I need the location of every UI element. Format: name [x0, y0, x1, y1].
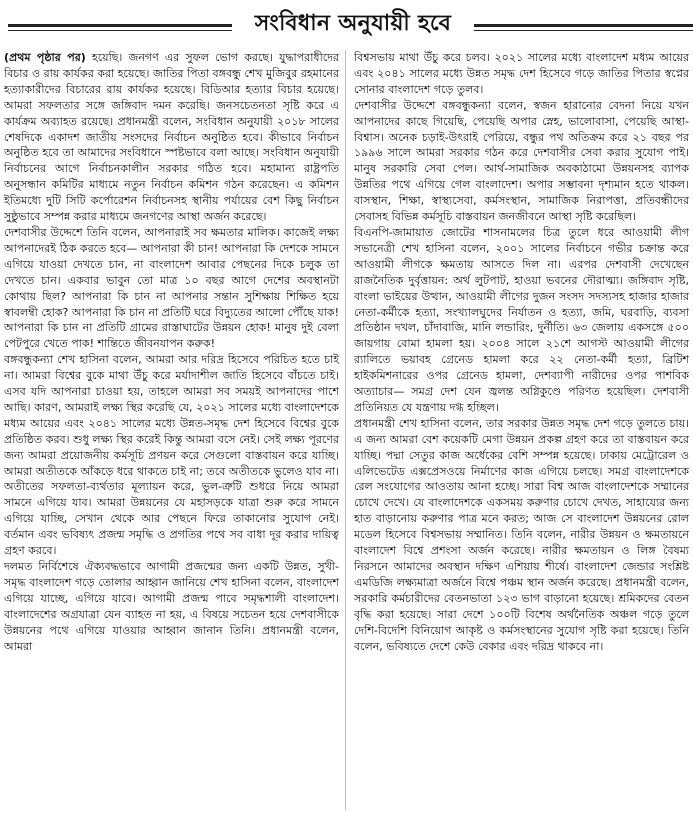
article-columns: [4, 50, 689, 810]
paragraph-text: হয়েছি। জনগণ এর সুফল ভোগ করছে। যুদ্ধাপরাধীদের বিচার ও রায় কার্যকর করা হয়েছে। জাতির পিতা বঙ্গবন্ধু শেখ মুজিবুর রহমানের হত্যাকারীদের বিচারের রায় কার্যকর হয়েছে। বিডিআর হত্যার বিচার হয়েছে। আমরা সফলতার সঙ্গে জঙ্গিবাদ দমন করেছি। জনসচেতনতা সৃষ্টি করে এ কার্যক্রম অব্যাহত রয়েছে। প্রধানমন্ত্রী বলেন, সংবিধান অনুযায়ী ২০১৮ সালের শেষদিকে একাদশ জাতীয় সংসদের নির্বাচন অনুষ্ঠিত হবে। কীভাবে নির্বাচন অনুষ্ঠিত হবে তা আমাদের সংবিধানে স্পষ্টভাবে বলা আছে। সংবিধান অনুযায়ী নির্বাচনের আগে নির্বাচনকালীন সরকার গঠিত হবে। মহামান্য রাষ্ট্রপতি অনুসন্ধান কমিটির মাধ্যমে নতুন নির্বাচন কমিশন গঠন করেছেন। এ কমিশন ইতিমধ্যে দুটি সিটি কর্পোরেশন নির্বাচনসহ স্থানীয় পর্যায়ের বেশ কিছু নির্বাচন সুষ্ঠুভাবে সম্পন্ন করার মাধ্যমে জনগণের আস্থা অর্জন করেছে।: [4, 51, 339, 224]
article-column-left: [4, 50, 346, 810]
headline-rule-right: [474, 24, 693, 27]
headline: সংবিধান অনুযায়ী হবে: [254, 10, 452, 36]
paragraph: বিশ্বসভায় মাথা উঁচু করে চলব। ২০২১ সালের মধ্যে বাংলাদেশ মধ্যম আয়ের এবং ২০৪১ সালের মধ্যে উন্নত সমৃদ্ধ দেশ হিসেবে গড়ে জাতির পিতার স্বপ্নের সোনার বাংলাদেশ গড়ে তুলব।: [354, 51, 689, 96]
headline-bar: [4, 0, 689, 50]
continued-label: (প্রথম পৃষ্ঠার পর): [4, 51, 86, 64]
article-column-right: [354, 50, 689, 810]
paragraph: প্রধানমন্ত্রী শেখ হাসিনা বলেন, তার সরকার উন্নত সমৃদ্ধ দেশ গড়ে তুলতে চায়। এ জন্য আমরা বেশ কয়েকটি মেগা উন্নয়ন প্রকল্প গ্রহণ করে তা বাস্তবায়ন করে যাচ্ছি। পদ্মা সেতুর কাজ অর্ধেকের বেশি সম্পন্ন হয়েছে। ঢাকায় মেট্রোরেল ও এলিভেটেড এক্সপ্রেসওয়ে নির্মাণের কাজ এগিয়ে চলছে। সমগ্র বাংলাদেশকে রেল সংযোগের আওতায় আনা হচ্ছে। সারা বিশ্ব আজ বাংলাদেশকে সম্মানের চোখে দেখে। যে বাংলাদেশকে একসময় করুণার চোখে দেখত, সাহায্যের জন্য হাত বাড়ানোয় করুণার পাত্র মনে করত; আজ সে বাংলাদেশ উন্নয়নের রোল মডেল হিসেবে বিশ্বসভায় সম্মানিত। তিনি বলেন, নারীর উন্নয়ন ও ক্ষমতায়নে বাংলাদেশ বিশ্বে প্রশংসা অর্জন করেছে। নারীর ক্ষমতায়ন ও লিঙ্গ বৈষম্য নিরসনে আমাদের অবস্থান দক্ষিণ এশিয়ায় শীর্ষে। বাংলাদেশ জেন্ডার সংশ্লিষ্ট এমডিজি লক্ষ্যমাত্রা অর্জনে বিশ্বে পঞ্চম স্থান অর্জন করেছে। প্রধানমন্ত্রী বলেন, সরকারি কর্মচারীদের বেতনভাতা ১২৩ ভাগ বাড়ানো হয়েছে। শ্রমিকদের বেতন বৃদ্ধি করা হয়েছে। সারা দেশে ১০০টি বিশেষ অর্থনৈতিক অঞ্চল গড়ে তুলে দেশি-বিদেশি বিনিয়োগ আকৃষ্ট ও কর্মসংস্থানের সুযোগ সৃষ্টি করা হয়েছে। তিনি বলেন, ভবিষ্যতে দেশে কেউ বেকার এবং দরিদ্র থাকবে না।: [354, 416, 689, 653]
paragraph: দেশবাসীর উদ্দেশে বঙ্গবন্ধুকন্যা বলেন, স্বজন হারানোর বেদনা নিয়ে যখন আপনাদের কাছে গিয়েছি, পেয়েছি অপার স্নেহ, ভালোবাসা, পেয়েছি আস্থা-বিশ্বাস। অনেক চড়াই-উৎরাই পেরিয়ে, বন্ধুর পথ অতিক্রম করে ২১ বছর পর ১৯৯৬ সালে আমরা সরকার গঠন করে দেশবাসীর সেবা করার সুযোগ পাই। মানুষ সরকারি সেবা পেল। আর্থ-সামাজিক অবকাঠামো উন্নয়নসহ ব্যাপক উন্নতির পথে এগিয়ে গেল বাংলাদেশ। অপার সম্ভাবনা দৃশ্যমান হতে থাকল। বাসস্থান, শিক্ষা, স্বাস্থ্যসেবা, কর্মসংস্থান, সামাজিক নিরাপত্তা, প্রতিবন্ধীদের সেবাসহ বিভিন্ন কর্মসূচি বাস্তবায়ন জনজীবনে আস্থা সৃষ্টি করেছিল।: [354, 98, 689, 224]
paragraph: বঙ্গবন্ধুকন্যা শেখ হাসিনা বলেন, আমরা আর দরিদ্র হিসেবে পরিচিত হতে চাই না। আমরা বিশ্বের বুকে মাথা উঁচু করে মর্যাদাশীল জাতি হিসেবে বাঁচতে চাই। এসব যদি আপনারা চাওয়া হয়, তাহলে আমরা সব সময়ই আপনাদের পাশে আছি। কারণ, আমরাই লক্ষ্য স্থির করেছি যে, ২০২১ সালের মধ্যে বাংলাদেশকে মধ্যম আয়ের এবং ২০৪১ সালের মধ্যে উন্নত-সমৃদ্ধ দেশ হিসেবে বিশ্বের বুকে প্রতিষ্ঠিত করব। শুধু লক্ষ্য স্থির করেই কিন্তু আমরা বসে নেই। সেই লক্ষ্য পূরণের জন্য আমরা প্রয়োজনীয় কর্মসূচি প্রণয়ন করে সেগুলো বাস্তবায়ন করে যাচ্ছি। আমরা অতীতকে আঁকড়ে ধরে থাকতে চাই না; তবে অতীতকে ভুলেও যাব না। অতীতের সফলতা-ব্যর্থতার মূল্যায়ন করে, ভুল-ত্রুটি শুধরে নিয়ে আমরা সামনে এগিয়ে যাব। আমরা উন্নয়নের যে মহাসড়কে যাত্রা শুরু করে সামনে এগিয়ে যাচ্ছি, সেখান থেকে আর পেছনে ফিরে তাকানোর সুযোগ নেই। বর্তমান এবং ভবিষ্যৎ প্রজন্ম সমৃদ্ধি ও প্রগতির পথে সব বাধা দূর করার দায়িত্ব গ্রহণ করবে।: [4, 353, 339, 558]
paragraph: বিএনপি-জামায়াত জোটের শাসনামলের চিত্র তুলে ধরে আওয়ামী লীগ সভানেত্রী শেখ হাসিনা বলেন, ২০০১ সালের নির্বাচনে গভীর চক্রান্ত করে আওয়ামী লীগকে ক্ষমতায় আসতে দিল না। এরপর দেশবাসী দেখেছেন রাজনৈতিক দুর্বৃত্তায়ন: অর্থ লুটপাট, হাওয়া ভবনের দৌরাত্ম্য। জঙ্গিবাদ সৃষ্টি, বাংলা ভাইয়ের উত্থান, আওয়ামী লীগের দুজন সংসদ সদস্যসহ হাজার হাজার নেতা-কর্মীকে হত্যা, সংখ্যালঘুদের নির্যাতন ও হত্যা, জমি, ঘরবাড়ি, ব্যবসা প্রতিষ্ঠান দখল, চাঁদাবাজি, মানি লন্ডারিং, দুর্নীতি। ৬৩ জেলায় একসঙ্গে ৫০০ জায়গায় বোমা হামলা হয়। ২০০৪ সালে ২১শে আগস্ট আওয়ামী লীগের র‌্যালিতে ভয়াবহ গ্রেনেড হামলা করে ২২ নেতা-কর্মী হত্যা, ব্রিটিশ হাইকমিশনারের ওপর গ্রেনেড হামলা, দেশব্যাপী নারীদের ওপর পাশবিক অত্যাচার— সমগ্র দেশ যেন জ্বলন্ত অগ্নিকুণ্ডে পরিণত হয়েছিল। দেশবাসী প্রতিনিয়ত যে যন্ত্রণায় দগ্ধ হচ্ছিল।: [354, 225, 689, 414]
headline-rule-left: [8, 24, 232, 27]
paragraph: দলমত নির্বিশেষে ঐক্যবদ্ধভাবে আগামী প্রজন্মের জন্য একটি উন্নত, সুখী-সমৃদ্ধ বাংলাদেশ গড়ে তোলার আহ্বান জানিয়ে শেখ হাসিনা বলেন, বাংলাদেশ এগিয়ে যাচ্ছে, এগিয়ে যাবে। আগামী প্রজন্ম পাবে সমৃদ্ধশালী বাংলাদেশ। বাংলাদেশের অগ্রযাত্রা যেন ব্যাহত না হয়, এ বিষয়ে সচেতন হয়ে দেশবাসীকে উন্নয়নের পথে এগিয়ে যাওয়ার আহ্বান জানান তিনি। প্রধানমন্ত্রী বলেন, আমরা: [4, 560, 339, 653]
paragraph: [4, 50, 339, 225]
paragraph: দেশবাসীর উদ্দেশে তিনি বলেন, আপনারাই সব ক্ষমতার মালিক। কাজেই লক্ষ্য আপনাদেরই ঠিক করতে হবে— আপনারা কী চান! আপনারা কি দেশকে সামনে এগিয়ে যাওয়া দেখতে চান, না বাংলাদেশ আবার পেছনের দিকে চলুক তা দেখতে চান। একবার ভাবুন তো মাত্র ১০ বছর আগে দেশের অবস্থানটা কোথায় ছিল? আপনারা কি চান না আপনার সন্তান সুশিক্ষায় শিক্ষিত হয়ে স্বাবলম্বী হোক? আপনারা কি চান না প্রতিটি ঘরে বিদ্যুতের আলো পৌঁছে যাক! আপনারা কি চান না প্রতিটি গ্রামের রাস্তাঘাটের উন্নয়ন হোক! মানুষ দুই বেলা পেটপুরে খেতে পাক! শান্তিতে জীবনযাপন করুক!: [4, 225, 339, 351]
